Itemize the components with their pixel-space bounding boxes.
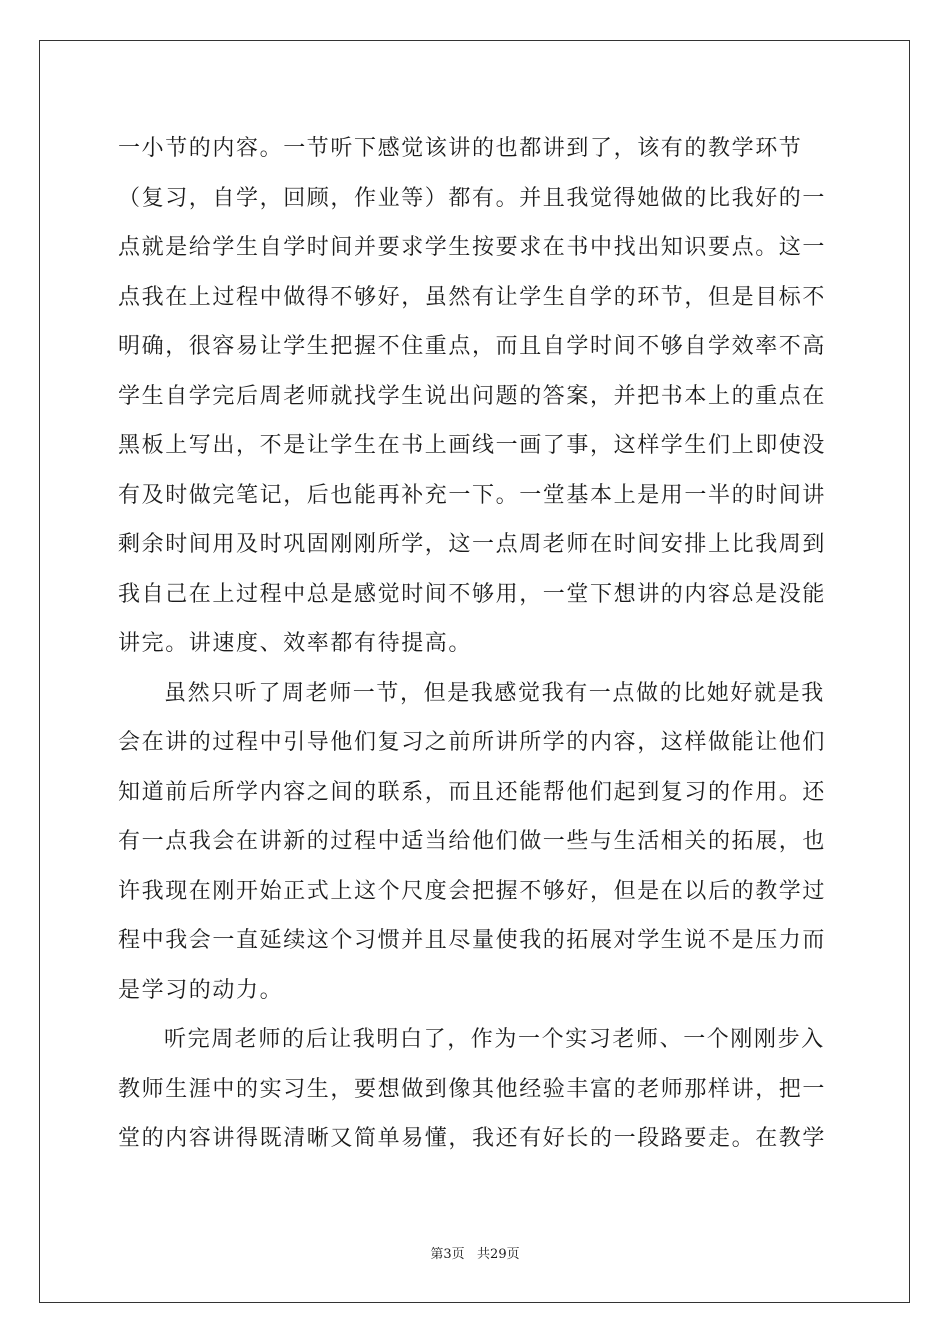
document-body (118, 124, 830, 1164)
text-line: 是学习的动力。 (118, 977, 284, 1003)
text-line: 有及时做完笔记，后也能再补充一下。一堂基本上是用一半的时间讲 (118, 482, 827, 508)
text-line: 堂的内容讲得既清晰又简单易懂，我还有好长的一段路要走。在教学 (118, 1126, 827, 1151)
text-line: 学生自学完后周老师就找学生说出问题的答案，并把书本上的重点在 (118, 383, 827, 409)
text-line: 有一点我会在讲新的过程中适当给他们做一些与生活相关的拓展，也 (118, 829, 827, 854)
text-line: 听完周老师的后让我明白了，作为一个实习老师、一个刚刚步入 (164, 1027, 825, 1052)
text-line: 会在讲的过程中引导他们复习之前所讲所学的内容，这样做能让他们 (118, 730, 827, 755)
text-line: 黑板上写出，不是让学生在书上画线一画了事，这样学生们上即使没 (118, 433, 827, 458)
text-line: 教师生涯中的实习生，要想做到像其他经验丰富的老师那样讲，把一 (118, 1076, 827, 1102)
text-line: 虽然只听了周老师一节，但是我感觉我有一点做的比她好就是我 (164, 680, 825, 706)
text-line: 点就是给学生自学时间并要求学生按要求在书中找出知识要点。这一 (118, 235, 827, 260)
text-line: 程中我会一直延续这个习惯并且尽量使我的拓展对学生说不是压力而 (118, 928, 827, 953)
page-number-footer: 第3页 共29页 (430, 1247, 520, 1262)
text-line: 知道前后所学内容之间的联系，而且还能帮他们起到复习的作用。还 (118, 779, 827, 805)
text-line: 剩余时间用及时巩固刚刚所学，这一点周老师在时间安排上比我周到 (118, 532, 827, 557)
text-line: 我自己在上过程中总是感觉时间不够用，一堂下想讲的内容总是没能 (118, 581, 827, 607)
text-line: （复习，自学，回顾，作业等）都有。并且我觉得她做的比我好的一 (118, 185, 827, 211)
text-line: 点我在上过程中做得不够好，虽然有让学生自学的环节，但是目标不 (118, 284, 827, 310)
text-line: 一小节的内容。一节听下感觉该讲的也都讲到了，该有的教学环节 (118, 136, 803, 161)
text-line: 讲完。讲速度、效率都有待提高。 (118, 631, 473, 656)
text-line: 许我现在刚开始正式上这个尺度会把握不够好，但是在以后的教学过 (118, 878, 827, 904)
text-line: 明确，很容易让学生把握不住重点，而且自学时间不够自学效率不高 (118, 334, 827, 359)
